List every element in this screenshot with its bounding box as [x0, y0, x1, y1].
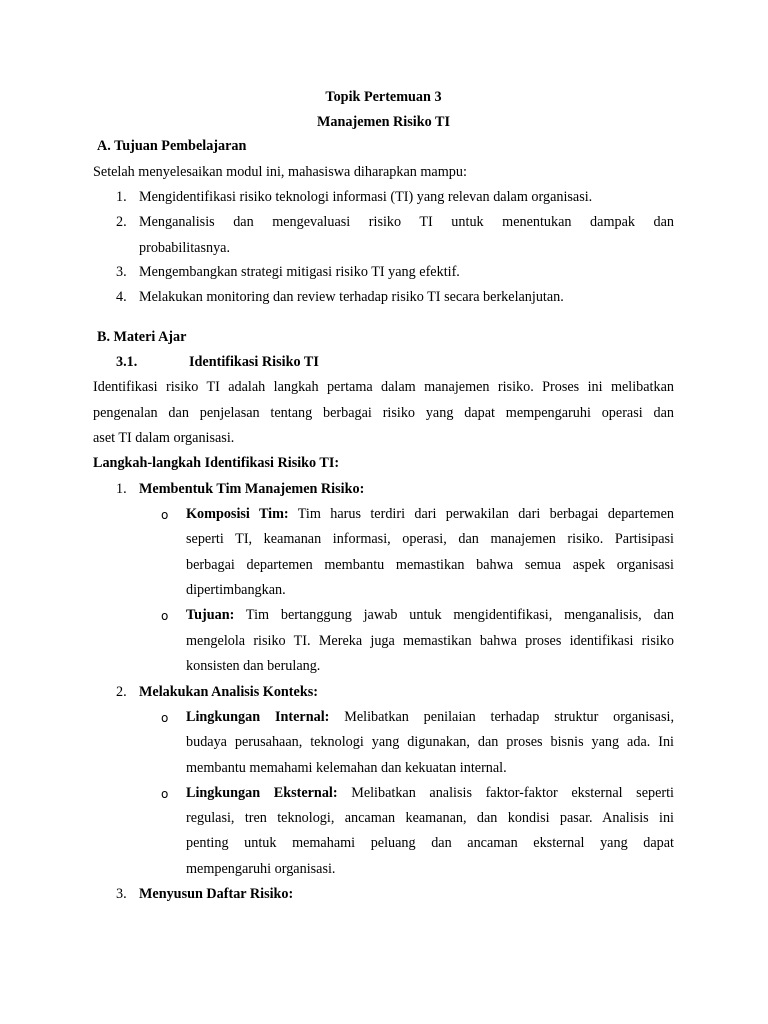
bullet-text: Melibatkan analisis faktor-faktor eksternal seperti	[337, 785, 674, 801]
bullet-first-line	[186, 502, 674, 527]
bullet-text: Melibatkan penilaian terhadap struktur organisasi,	[329, 709, 674, 725]
objective-number: 2.	[116, 214, 127, 230]
objective-text: Mengembangkan strategi mitigasi risiko TI yang efektif.	[139, 264, 460, 280]
bullet-line: penting untuk memahami peluang dan ancaman eksternal yang dapat	[186, 835, 674, 851]
subsection-title: Identifikasi Risiko TI	[189, 354, 319, 370]
objective-number: 1.	[116, 189, 127, 205]
steps-heading: Langkah-langkah Identifikasi Risiko TI:	[93, 455, 340, 471]
bullet-line: dipertimbangkan.	[186, 582, 286, 598]
objective-text-continued: probabilitasnya.	[139, 240, 231, 256]
bullet-line: berbagai departemen membantu memastikan bahwa semua aspek organisasi	[186, 557, 674, 573]
bullet-line: budaya perusahaan, teknologi yang digunakan, dan proses bisnis yang ada. Ini	[186, 734, 674, 750]
objective-text: Menganalisis dan mengevaluasi risiko TI untuk menentukan dampak dan	[139, 214, 674, 230]
bullet-line: mempengaruhi organisasi.	[186, 861, 336, 877]
step-number: 3.	[116, 886, 127, 902]
bullet-marker: o	[161, 508, 169, 522]
bullet-label: Lingkungan Internal:	[186, 709, 330, 725]
bullet-marker: o	[161, 711, 169, 725]
subsection-number: 3.1.	[116, 354, 138, 370]
bullet-line: mengelola risiko TI. Mereka juga memastikan bahwa proses identifikasi risiko	[186, 633, 674, 649]
bullet-first-line	[186, 781, 674, 806]
bullet-label: Komposisi Tim:	[186, 506, 289, 522]
paragraph-line: Identifikasi risiko TI adalah langkah pertama dalam manajemen risiko. Proses ini melibatkan	[93, 379, 674, 395]
objective-number: 3.	[116, 264, 127, 280]
bullet-marker: o	[161, 609, 169, 623]
step-number: 1.	[116, 481, 127, 497]
step-title: Melakukan Analisis Konteks:	[139, 684, 318, 700]
bullet-first-line	[186, 705, 674, 730]
section-a-intro: Setelah menyelesaikan modul ini, mahasiswa diharapkan mampu:	[93, 164, 467, 180]
step-title: Menyusun Daftar Risiko:	[139, 886, 294, 902]
objective-text: Mengidentifikasi risiko teknologi informasi (TI) yang relevan dalam organisasi.	[139, 189, 593, 205]
bullet-first-line	[186, 603, 674, 628]
bullet-line: konsisten dan berulang.	[186, 658, 321, 674]
paragraph-line: aset TI dalam organisasi.	[93, 430, 235, 446]
bullet-marker: o	[161, 787, 169, 801]
bullet-label: Tujuan:	[186, 607, 235, 623]
document-title-line2: Manajemen Risiko TI	[317, 114, 450, 130]
bullet-label: Lingkungan Eksternal:	[186, 785, 338, 801]
bullet-line: seperti TI, keamanan informasi, operasi, dan manajemen risiko. Partisipasi	[186, 531, 674, 547]
section-b-heading: B. Materi Ajar	[97, 329, 187, 345]
document-title-line1: Topik Pertemuan 3	[325, 89, 442, 105]
objective-text: Melakukan monitoring dan review terhadap risiko TI secara berkelanjutan.	[139, 289, 564, 305]
step-title: Membentuk Tim Manajemen Risiko:	[139, 481, 365, 497]
bullet-line: membantu memahami kelemahan dan kekuatan internal.	[186, 760, 507, 776]
bullet-text: Tim harus terdiri dari perwakilan dari berbagai departemen	[288, 506, 674, 522]
bullet-text: Tim bertanggung jawab untuk mengidentifikasi, menganalisis, dan	[234, 607, 674, 623]
section-a-heading: A. Tujuan Pembelajaran	[97, 138, 247, 154]
bullet-line: regulasi, tren teknologi, ancaman keamanan, dan kondisi pasar. Analisis ini	[186, 810, 674, 826]
objective-number: 4.	[116, 289, 127, 305]
step-number: 2.	[116, 684, 127, 700]
paragraph-line: pengenalan dan penjelasan tentang berbagai risiko yang dapat mempengaruhi operasi dan	[93, 405, 674, 421]
